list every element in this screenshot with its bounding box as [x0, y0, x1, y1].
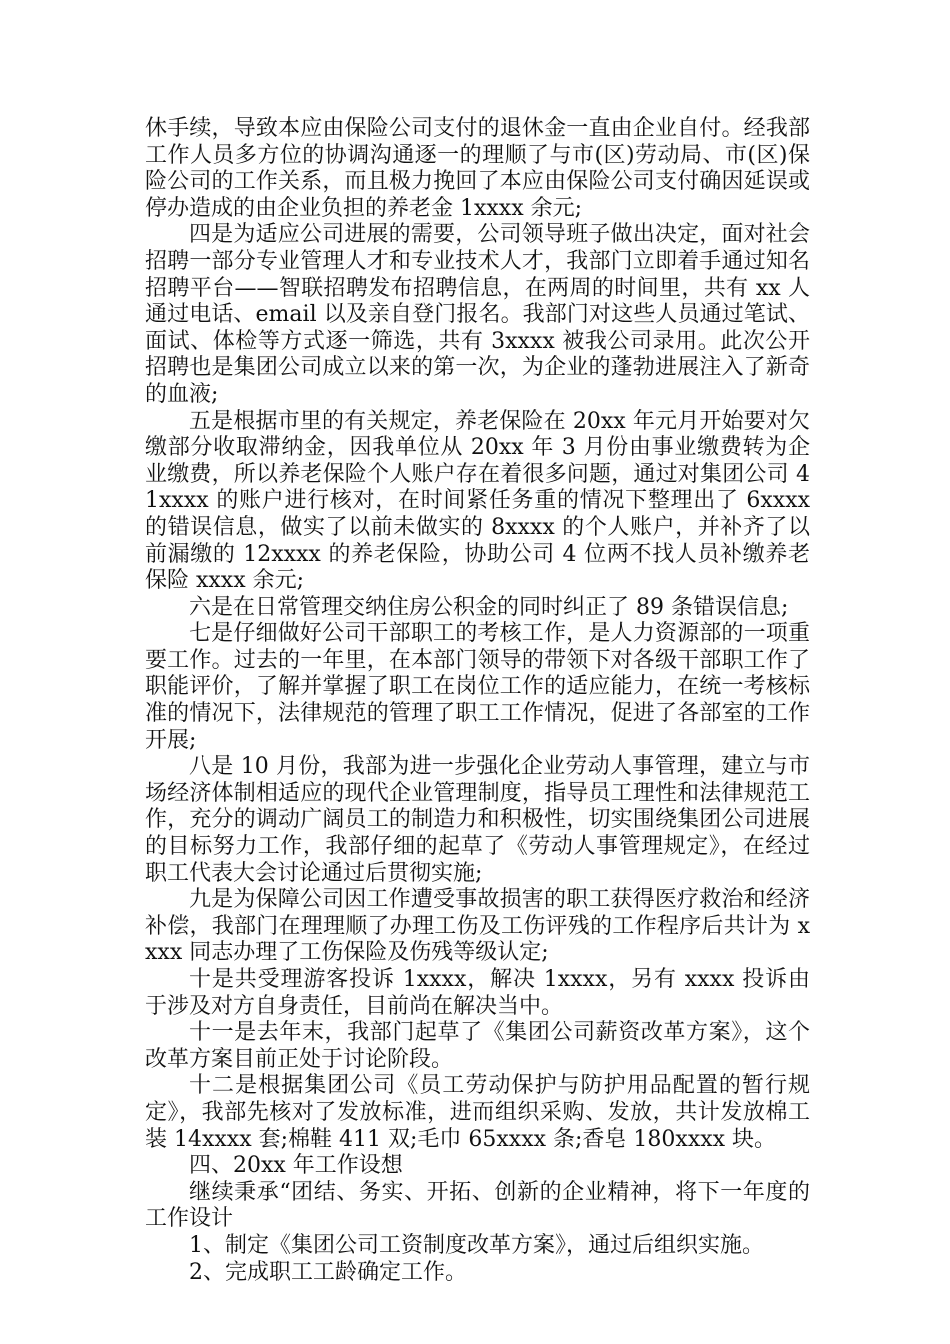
- paragraph-item-7-assessment: 七是仔细做好公司干部职工的考核工作，是人力资源部的一项重要工作。过去的一年里，在本部门领导的带领下对各级干部职工作了职能评价，了解并掌握了职工在岗位工作的适应能力，在统一考核标准的情况下，法律规范的管理了职工工作情况，促进了各部室的工作开展;: [145, 621, 810, 753]
- document-body: [145, 116, 810, 1286]
- paragraph-item-9-work-injury: 九是为保障公司因工作遭受事故损害的职工获得医疗救治和经济补偿，我部门在理理顺了办理工伤及工伤评残的工作程序后共计为 xxxx 同志办理了工伤保险及伤残等级认定;: [145, 887, 810, 966]
- paragraph-item-10-complaints: 十是共受理游客投诉 1xxxx，解决 1xxxx，另有 xxxx 投诉由于涉及对方自身责任，目前尚在解决当中。: [145, 967, 810, 1019]
- paragraph-item-4-recruitment: 四是为适应公司进展的需要，公司领导班子做出决定，面对社会招聘一部分专业管理人才和专业技术人才，我部门立即着手通过知名招聘平台——智联招聘发布招聘信息，在两周的时间里，共有 xx 人通过电话、email 以及亲自登门报名。我部门对这些人员通过笔试、面试、体检等方式逐一筛选，共有 3xxxx 被我公司录用。此次公开招聘也是集团公司成立以来的第一次，为企业的蓬勃进展注入了新奇的血液;: [145, 222, 810, 407]
- paragraph-item-5-pension-insurance: 五是根据市里的有关规定，养老保险在 20xx 年元月开始要对欠缴部分收取滞纳金，因我单位从 20xx 年 3 月份由事业缴费转为企业缴费，所以养老保险个人账户存在着很多问题，通过对集团公司 41xxxx 的账户进行核对，在时间紧任务重的情况下整理出了 6xxxx 的错误信息，做实了以前未做实的 8xxxx 的个人账户，并补齐了以前漏缴的 12xxxx 的养老保险，协助公司 4 位两不找人员补缴养老保险 xxxx 余元;: [145, 408, 810, 594]
- paragraph-work-plan-intro: 继续秉承“团结、务实、开拓、创新的企业精神，将下一年度的工作设计: [145, 1179, 810, 1232]
- paragraph-item-12-protective-supplies: 十二是根据集团公司《员工劳动保护与防护用品配置的暂行规定》，我部先核对了发放标准，进而组织采购、发放，共计发放棉工装 14xxxx 套;棉鞋 411 双;毛巾 65xxxx 条;香皂 180xxxx 块。: [145, 1073, 810, 1152]
- section-heading-work-plan: 四、20xx 年工作设想: [189, 1153, 403, 1179]
- paragraph-item-8-personnel-rules: 八是 10 月份，我部为进一步强化企业劳动人事管理，建立与市场经济体制相适应的现代企业管理制度，指导员工理性和法律规范工作，充分的调动广阔员工的制造力和积极性，切实围绕集团公司进展的目标努力工作，我部仔细的起草了《劳动人事管理规定》，在经过职工代表大会讨论通过后贯彻实施;: [145, 754, 810, 886]
- paragraph-retirement-pension: 休手续，导致本应由保险公司支付的退休金一直由企业自付。经我部工作人员多方位的协调沟通逐一的理顺了与市(区)劳动局、市(区)保险公司的工作关系，而且极力挽回了本应由保险公司支付确因延误或停办造成的由企业负担的养老金 1xxxx 余元;: [145, 116, 810, 221]
- list-item-plan-2: 2、完成职工工龄确定工作。: [189, 1259, 467, 1285]
- paragraph-item-6-housing-fund: 六是在日常管理交纳住房公积金的同时纠正了 89 条错误信息;: [189, 594, 789, 620]
- list-item-plan-1: 1、制定《集团公司工资制度改革方案》，通过后组织实施。: [189, 1232, 764, 1258]
- paragraph-item-11-salary-reform: 十一是去年末，我部门起草了《集团公司薪资改革方案》，这个改革方案目前正处于讨论阶段。: [145, 1020, 810, 1072]
